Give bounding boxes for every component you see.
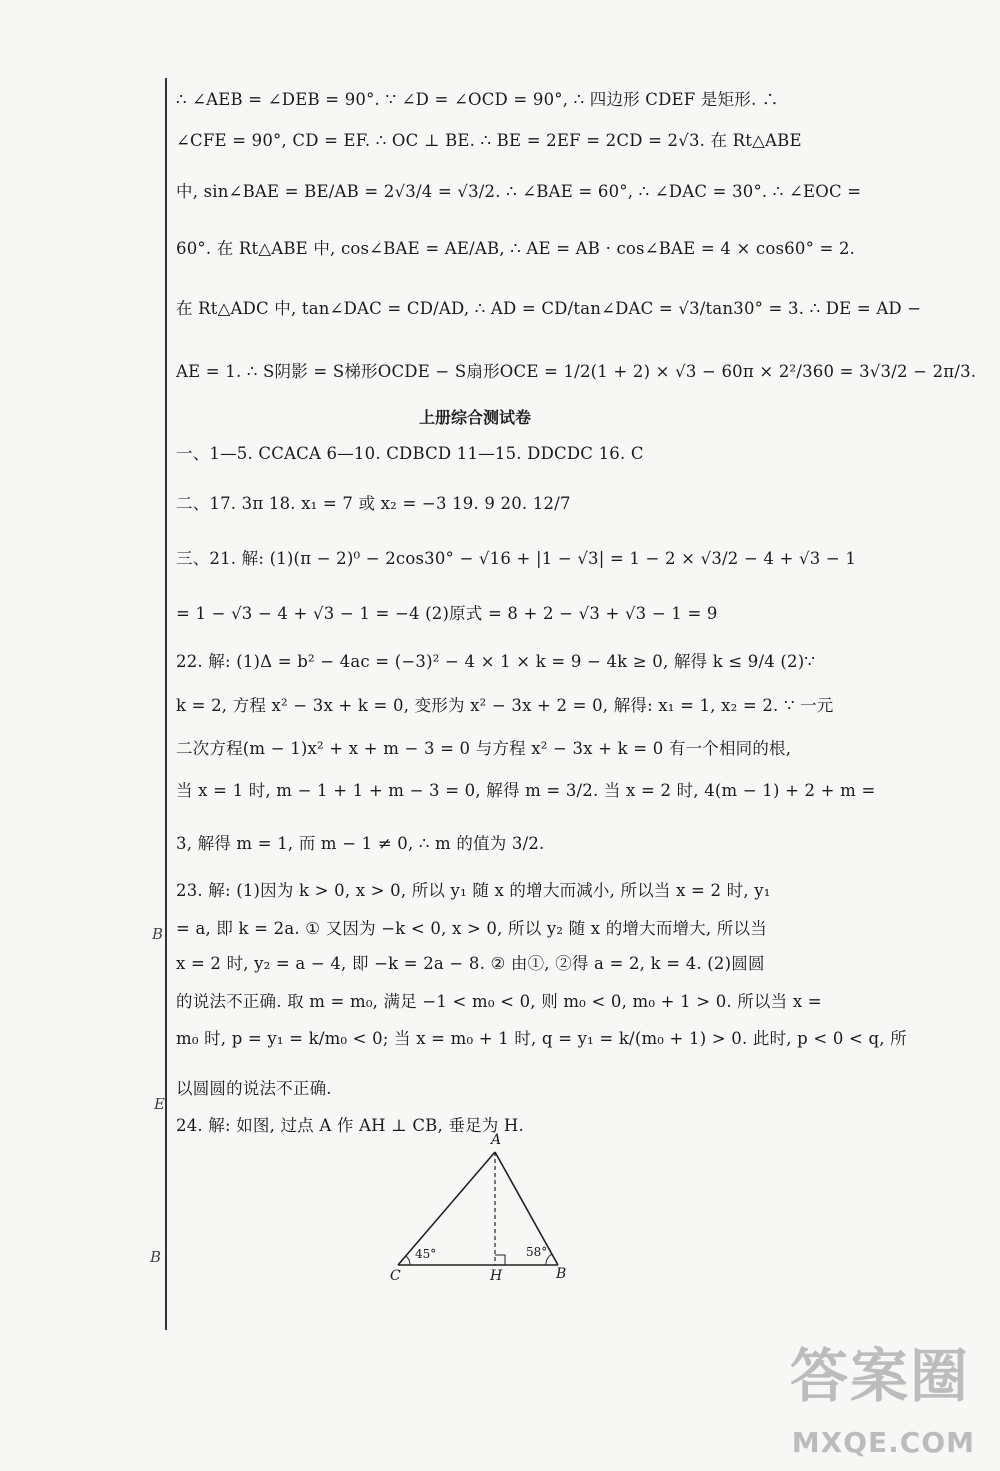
answer-line: 的说法不正确. 取 m = m₀, 满足 −1 < m₀ < 0, 则 m₀ < 0, m₀ + 1 > 0. 所以当 x = bbox=[176, 992, 822, 1011]
answer-line: 二次方程(m − 1)x² + x + m − 3 = 0 与方程 x² − 3x + k = 0 有一个相同的根, bbox=[176, 739, 792, 758]
label-b: B bbox=[556, 1266, 567, 1282]
margin-mark: B bbox=[150, 1248, 162, 1266]
label-c: C bbox=[390, 1268, 401, 1284]
margin-mark: B bbox=[152, 925, 164, 943]
watermark-logo: 答案圈 bbox=[789, 1342, 970, 1410]
triangle-svg bbox=[380, 1140, 580, 1290]
answer-line: 一、1—5. CCACA 6—10. CDBCD 11—15. DDCDC 16. C bbox=[176, 444, 644, 463]
angle-c-label: 45° bbox=[415, 1247, 437, 1261]
answer-line: k = 2, 方程 x² − 3x + k = 0, 变形为 x² − 3x + 2 = 0, 解得: x₁ = 1, x₂ = 2. ∵ 一元 bbox=[176, 696, 834, 715]
label-a: A bbox=[491, 1132, 502, 1148]
side-ca bbox=[398, 1152, 495, 1265]
answer-line: 23. 解: (1)因为 k > 0, x > 0, 所以 y₁ 随 x 的增大而减小, 所以当 x = 2 时, y₁ bbox=[176, 881, 771, 900]
label-h: H bbox=[490, 1268, 503, 1284]
answer-line: 以圆圆的说法不正确. bbox=[176, 1079, 332, 1098]
answer-line: 当 x = 1 时, m − 1 + 1 + m − 3 = 0, 解得 m = 3/2. 当 x = 2 时, 4(m − 1) + 2 + m = bbox=[176, 781, 876, 800]
angle-c-arc bbox=[406, 1256, 410, 1265]
section-title: 上册综合测试卷 bbox=[418, 408, 531, 427]
answer-line: x = 2 时, y₂ = a − 4, 即 −k = 2a − 8. ② 由①, ②得 a = 2, k = 4. (2)圆圆 bbox=[176, 954, 765, 973]
text-line: ∠CFE = 90°, CD = EF. ∴ OC ⊥ BE. ∴ BE = 2EF = 2CD = 2√3. 在 Rt△ABE bbox=[176, 131, 802, 150]
answer-line: 三、21. 解: (1)(π − 2)⁰ − 2cos30° − √16 + |1 − √3| = 1 − 2 × √3/2 − 4 + √3 − 1 bbox=[176, 549, 857, 568]
right-angle-mark bbox=[495, 1255, 505, 1265]
text-line: ∴ ∠AEB = ∠DEB = 90°. ∵ ∠D = ∠OCD = 90°, ∴ 四边形 CDEF 是矩形. ∴ bbox=[176, 90, 779, 109]
answer-line: m₀ 时, p = y₁ = k/m₀ < 0; 当 x = m₀ + 1 时, q = y₁ = k/(m₀ + 1) > 0. 此时, p < 0 < q, 所 bbox=[176, 1029, 907, 1048]
text-line: AE = 1. ∴ S阴影 = S梯形OCDE − S扇形OCE = 1/2(1 + 2) × √3 − 60π × 2²/360 = 3√3/2 − 2π/3. bbox=[176, 362, 977, 381]
answer-line: 二、17. 3π 18. x₁ = 7 或 x₂ = −3 19. 9 20. 12/7 bbox=[176, 494, 571, 513]
margin-rule bbox=[165, 78, 167, 1330]
text-line: 60°. 在 Rt△ABE 中, cos∠BAE = AE/AB, ∴ AE = AB · cos∠BAE = 4 × cos60° = 2. bbox=[176, 239, 856, 258]
answer-line: 22. 解: (1)Δ = b² − 4ac = (−3)² − 4 × 1 × k = 9 − 4k ≥ 0, 解得 k ≤ 9/4 (2)∵ bbox=[176, 652, 816, 671]
triangle-figure bbox=[380, 1132, 580, 1294]
text-line: 中, sin∠BAE = BE/AB = 2√3/4 = √3/2. ∴ ∠BAE = 60°, ∴ ∠DAC = 30°. ∴ ∠EOC = bbox=[176, 182, 862, 201]
answer-line: 3, 解得 m = 1, 而 m − 1 ≠ 0, ∴ m 的值为 3/2. bbox=[176, 834, 545, 853]
margin-mark: E bbox=[154, 1095, 165, 1113]
watermark-url: MXQE.COM bbox=[791, 1426, 975, 1459]
answer-line: = 1 − √3 − 4 + √3 − 1 = −4 (2)原式 = 8 + 2 − √3 + √3 − 1 = 9 bbox=[176, 604, 718, 623]
angle-b-label: 58° bbox=[526, 1245, 548, 1259]
text-line: 在 Rt△ADC 中, tan∠DAC = CD/AD, ∴ AD = CD/tan∠DAC = √3/tan30° = 3. ∴ DE = AD − bbox=[176, 299, 922, 318]
answer-line: = a, 即 k = 2a. ① 又因为 −k < 0, x > 0, 所以 y₂ 随 x 的增大而增大, 所以当 bbox=[176, 919, 767, 938]
answer-line: 24. 解: 如图, 过点 A 作 AH ⊥ CB, 垂足为 H. bbox=[176, 1116, 524, 1135]
